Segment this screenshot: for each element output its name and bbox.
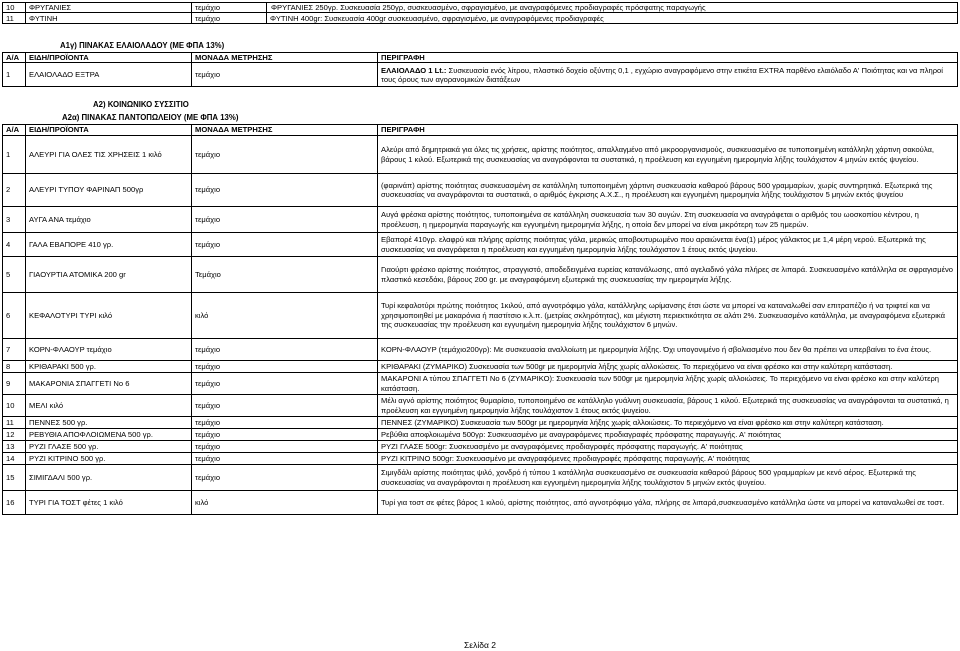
description: Γιαούρτι φρέσκο αρίστης ποιότητος, στραγγιστό, αποδεδειγμένα ευρείας κατανάλωσης, από αγελαδινό γάλα πλήρες σε λιπαρά. Συσκευασμένο κατάλληλα σε σφραγισμένο πλαστικό κεσεδάκι, βάρους 200 gr. με αναγραφόμενη εξωτερικά της συσκευασίας την ημερομηνία λήξης. [378,257,958,293]
item-name: ΑΥΓΑ ΑΝΑ τεμάχιο [26,207,192,233]
item-name: ΑΛΕΥΡΙ ΓΙΑ ΟΛΕΣ ΤΙΣ ΧΡΗΣΕΙΣ 1 κιλό [26,136,192,174]
unit: κιλό [192,491,378,515]
item-name: ΑΛΕΥΡΙ ΤΥΠΟΥ ΦΑΡΙΝΑΠ 500γρ [26,174,192,207]
unit: τεμάχιο [192,429,378,441]
table-row [3,361,958,373]
unit: τεμάχιο [192,465,378,491]
description: Σιμιγδάλι αρίστης ποιότητας ψιλό, χονδρό ή τύπου 1 κατάλληλα συσκευασμένο σε συσκευασία καθαρού βάρους 500 γραμμαρίων με κενό αέρος. Εξωτερικά της συσκευασίας να αναγράφονται η προέλευση και εγγυημένη ημερομηνία λήξης τουλάχιστον 5 μηνών εκτός ψυγείου. [378,465,958,491]
description [267,3,958,13]
item-name: ΦΡΥΓΑΝΙΕΣ [26,3,192,13]
item-name: ΜΕΛΙ κιλό [26,395,192,417]
description: ΜΑΚΑΡΟΝΙ Α τύπου ΣΠΑΓΓΕΤΙ Νο 6 (ΖΥΜΑΡΙΚΟ): Συσκευασία των 500gr με ημερομηνία λήξης χωρίς αλλοιώσεις. Το περιεχόμενο να είναι φρέσκο και στην καλύτερη κατάσταση. [378,373,958,395]
table-header-row [3,53,958,63]
row-number: 11 [3,13,26,24]
unit: τεμάχιο [192,339,378,361]
description: Τυρί κεφαλοτύρι πρώτης ποιότητος 1κιλού, από αγνοτρόφιμο γάλα, κατάλληλης ωρίμανσης έτσι ώστε να μπορεί να καταναλωθεί σαν επιτραπέζιο ή να τριφτεί και να χρησιμοποιηθεί με μακαρόνια ή παστίτσιο κ.λ.π. (μετρίας σκληρότητας), και μέγιστη περιεκτικότητα σε αλάτι 2%. Συσκευασμένο κατάλληλα, με αναγραφόμενα εξωτερικά της συσκευασίας την προέλευση και εγγυημένη ημερομηνία λήξης τουλάχιστον 6 μηνών. [378,293,958,339]
description: Τυρί για τοστ σε φέτες βάρος 1 κιλού, αρίστης ποιότητος, από αγνοτρόφιμο γάλα, πλήρης σε λιπαρά,συσκευασμένο κατάλληλα ώστε να μπορεί να καταναλωθεί σε τοστ. [378,491,958,515]
item-name: ΚΟΡΝ-ΦΛΑΟΥΡ τεμάχιο [26,339,192,361]
unit: κιλό [192,293,378,339]
unit: τεμάχιο [192,13,267,24]
unit: τεμάχιο [192,174,378,207]
description: Εβαπορέ 410γρ. ελαφρύ και πλήρης αρίστης ποιότητας γάλα, μερικώς αποβουτυρωμένο που αραιώνεται ένα(1) μέρος γάλακτος με 1,4 μέρη νερού. Εξωτερικά της συσκευασίας να αναγράφεται η προέλευση και εγγυημένη ημερομηνία λήξης τουλάχιστον 1 έτους εκτός ψυγείου. [378,233,958,257]
grocery-rows [3,136,958,515]
row-number: 1 [3,63,26,87]
unit: τεμάχιο [192,3,267,13]
description: Ρεβύθια αποφλοιωμένα 500γρ: Συσκευασμένο με αναγραφόμενες προδιαγραφές πρόσφατης παραγωγής. Α' ποιότητας [378,429,958,441]
header-item: ΕΙΔΗ/ΠΡΟΪΟΝΤΑ [26,125,192,136]
description: ΚΟΡΝ-ΦΛΑΟΥΡ (τεμάχιο200γρ): Με συσκευασία αναλλοίωτη με ημερομηνία λήξης. Όχι υπογονιμένο ή σβολιασμένο που δεν θα πρέπει να υπερβαίνει το ένα έτους. [378,339,958,361]
row-number: 8 [3,361,26,373]
header-number: Α/Α [3,53,26,63]
olive-oil-table [2,52,958,87]
header-description: ΠΕΡΙΓΡΑΦΗ [378,125,958,136]
row-number: 14 [3,453,26,465]
unit: τεμάχιο [192,395,378,417]
unit: τεμάχιο [192,233,378,257]
item-name: ΕΛΑΙΟΛΑΔΟ ΕΞΤΡΑ [26,63,192,87]
table-row [3,233,958,257]
table-row [3,136,958,174]
table-header-row [3,125,958,136]
row-number: 13 [3,441,26,453]
row-number: 11 [3,417,26,429]
table-row [3,465,958,491]
section-title: Α1γ) ΠΙΝΑΚΑΣ ΕΛΑΙΟΛΑΔΟΥ (ΜΕ ΦΠΑ 13%) [60,41,225,50]
row-number: 9 [3,373,26,395]
row-number: 16 [3,491,26,515]
row-number: 12 [3,429,26,441]
description: Αυγά φρέσκα αρίστης ποιότητος, τυποποιημένα σε κατάλληλη συσκευασία των 30 αυγών. Στη συσκευασία να αναγράφεται ο αριθμός του ωοσκοπίου κέντρου, η προέλευση, η ημερομηνία παραγωγής και εγγυημένη ημερομηνία λήξης, η οποία δεν μπορεί να είναι μικρότερη των 25 ημερών. [378,207,958,233]
row-number: 10 [3,395,26,417]
item-name: ΡΥΖΙ ΚΙΤΡΙΝΟ 500 γρ. [26,453,192,465]
table-row [3,339,958,361]
top-rows-table [2,2,958,24]
item-name: ΤΥΡΙ ΓΙΑ ΤΟΣΤ φέτες 1 κιλό [26,491,192,515]
description [267,13,958,24]
table-row [3,13,958,24]
description-lead: ΕΛΑΙΟΛΑΔΟ 1 Lt.: [381,65,447,75]
unit: τεμάχιο [192,373,378,395]
item-name: ΠΕΝΝΕΣ 500 γρ. [26,417,192,429]
table-row [3,207,958,233]
description: Μέλι αγνό αρίστης ποιότητος θυμαρίσιο, τυποποιημένο σε κατάλληλο γυάλινη συσκευασία, βάρους 1 κιλού. Εξωτερικά της συσκευασίας να αναγράφονται τα συστατικά, η προέλευση και εγγυημένη ημερομηνία λήξης τουλάχιστον 1 έτους εκτός ψυγείου. [378,395,958,417]
row-number: 3 [3,207,26,233]
row-number: 6 [3,293,26,339]
table-row [3,293,958,339]
table-row [3,417,958,429]
page-footer: Σελίδα 2 [464,640,496,650]
section-subtitle: Α2α) ΠΙΝΑΚΑΣ ΠΑΝΤΟΠΩΛΕΙΟΥ (ΜΕ ΦΠΑ 13%) [62,113,239,122]
table-row [3,395,958,417]
unit: Τεμάχιο [192,257,378,293]
description: ΡΥΖΙ ΓΛΑΣΕ 500gr: Συσκευασμένο με αναγραφόμενες προδιαγραφές πρόσφατης παραγωγής. Α' ποιότητας [378,441,958,453]
unit: τεμάχιο [192,63,378,87]
description: Αλεύρι από δημητριακά για όλες τις χρήσεις, αρίστης ποιότητος, απαλλαγμένο από μικροοργανισμούς, συσκευασμένο σε τυποποιημένη κατάλληλη χάρτινη σακούλα, βάρους 1 κιλού. Εξωτερικά της συσκευασίας να αναγράφονται τα συστατικά, η προέλευση και εγγυημένη ημερομηνία λήξης τουλάχιστον 4 μηνών εκτός ψυγείου. [378,136,958,174]
description-text: Συσκευασία ενός λίτρου, πλαστικό δοχείο οξύντης 0,1 , εγχώριο αναγραφόμενο στην ετικέτα EXTRA παρθένο ελαιόλαδο Α' Ποιότητας και να πληροί τους όρους των αγορανομικών διατάξεων [381,65,943,84]
header-number: Α/Α [3,125,26,136]
table-row [3,3,958,13]
item-name: ΦΥΤΙΝΗ [26,13,192,24]
unit: τεμάχιο [192,207,378,233]
row-number: 7 [3,339,26,361]
header-unit: ΜΟΝΑΔΑ ΜΕΤΡΗΣΗΣ [192,53,378,63]
header-item: ΕΙΔΗ/ΠΡΟΪΟΝΤΑ [26,53,192,63]
header-unit: ΜΟΝΑΔΑ ΜΕΤΡΗΣΗΣ [192,125,378,136]
description: ΚΡΙΘΑΡΑΚΙ (ΖΥΜΑΡΙΚΟ) Συσκευασία των 500gr με ημερομηνία λήξης χωρίς αλλοιώσεις. Το περιεχόμενο να είναι φρέσκο και στην καλύτερη κατάσταση. [378,361,958,373]
header-description: ΠΕΡΙΓΡΑΦΗ [378,53,958,63]
row-number: 1 [3,136,26,174]
unit: τεμάχιο [192,361,378,373]
description [378,63,958,87]
unit: τεμάχιο [192,441,378,453]
unit: τεμάχιο [192,417,378,429]
section-title: Α2) ΚΟΙΝΩΝΙΚΟ ΣΥΣΣΙΤΙΟ [93,100,189,109]
item-name: ΓΙΑΟΥΡΤΙΑ ΑΤΟΜΙΚΑ 200 gr [26,257,192,293]
description-text: ΦΥΤΙΝΗ 400gr: Συσκευασία 400gr συσκευασμένο, σφραγισμένο, με αναγραφόμενες προδιαγραφές [270,13,604,23]
table-row [3,257,958,293]
unit: τεμάχιο [192,453,378,465]
unit: τεμάχιο [192,136,378,174]
row-number: 15 [3,465,26,491]
table-row [3,453,958,465]
description-text: ΦΡΥΓΑΝΙΕΣ 250γρ. Συσκευασία 250γρ, συσκευασμένο, σφραγισμένο, με αναγραφόμενες προδιαγραφές πρόσφατης παραγωγής [271,3,706,12]
item-name: ΡΥΖΙ ΓΛΑΣΕ 500 γρ. [26,441,192,453]
row-number: 5 [3,257,26,293]
description: (φαρινάπ) αρίστης ποιότητας συσκευασμένη σε κατάλληλη τυποποιημένη χάρτινη συσκευασία καθαρού βάρους 500 γραμμαρίων, χωρίς συντηρητικά. Εξωτερικά της συσκευασίας να αναγράφονται τα συστατικά, ο αριθμός έγκρισης Α.Χ.Σ., η προέλευση και εγγυημένη ημερομηνία λήξης τουλάχιστον 5 μηνών εκτός ψυγείου [378,174,958,207]
item-name: ΓΑΛΑ ΕΒΑΠΟΡΕ 410 γρ. [26,233,192,257]
table-row [3,63,958,87]
table-row [3,441,958,453]
table-row [3,491,958,515]
item-name: ΣΙΜΙΓΔΑΛΙ 500 γρ. [26,465,192,491]
table-row [3,373,958,395]
table-row [3,429,958,441]
item-name: ΜΑΚΑΡΟΝΙΑ ΣΠΑΓΓΕΤΙ Νο 6 [26,373,192,395]
row-number: 4 [3,233,26,257]
row-number: 10 [3,3,26,13]
description: ΠΕΝΝΕΣ (ΖΥΜΑΡΙΚΟ) Συσκευασία των 500gr με ημερομηνία λήξης χωρίς αλλοιώσεις. Το περιεχόμενο να είναι φρέσκο και στην καλύτερη κατάσταση. [378,417,958,429]
description: ΡΥΖΙ ΚΙΤΡΙΝΟ 500gr: Συσκευασμένο με αναγραφόμενες προδιαγραφές πρόσφατης παραγωγής. Α' ποιότητας [378,453,958,465]
table-row [3,174,958,207]
row-number: 2 [3,174,26,207]
grocery-table [2,124,958,515]
item-name: ΡΕΒΥΘΙΑ ΑΠΟΦΛΟΙΩΜΕΝΑ 500 γρ. [26,429,192,441]
item-name: ΚΡΙΘΑΡΑΚΙ 500 γρ. [26,361,192,373]
item-name: ΚΕΦΑΛΟΤΥΡΙ ΤΥΡΙ κιλό [26,293,192,339]
